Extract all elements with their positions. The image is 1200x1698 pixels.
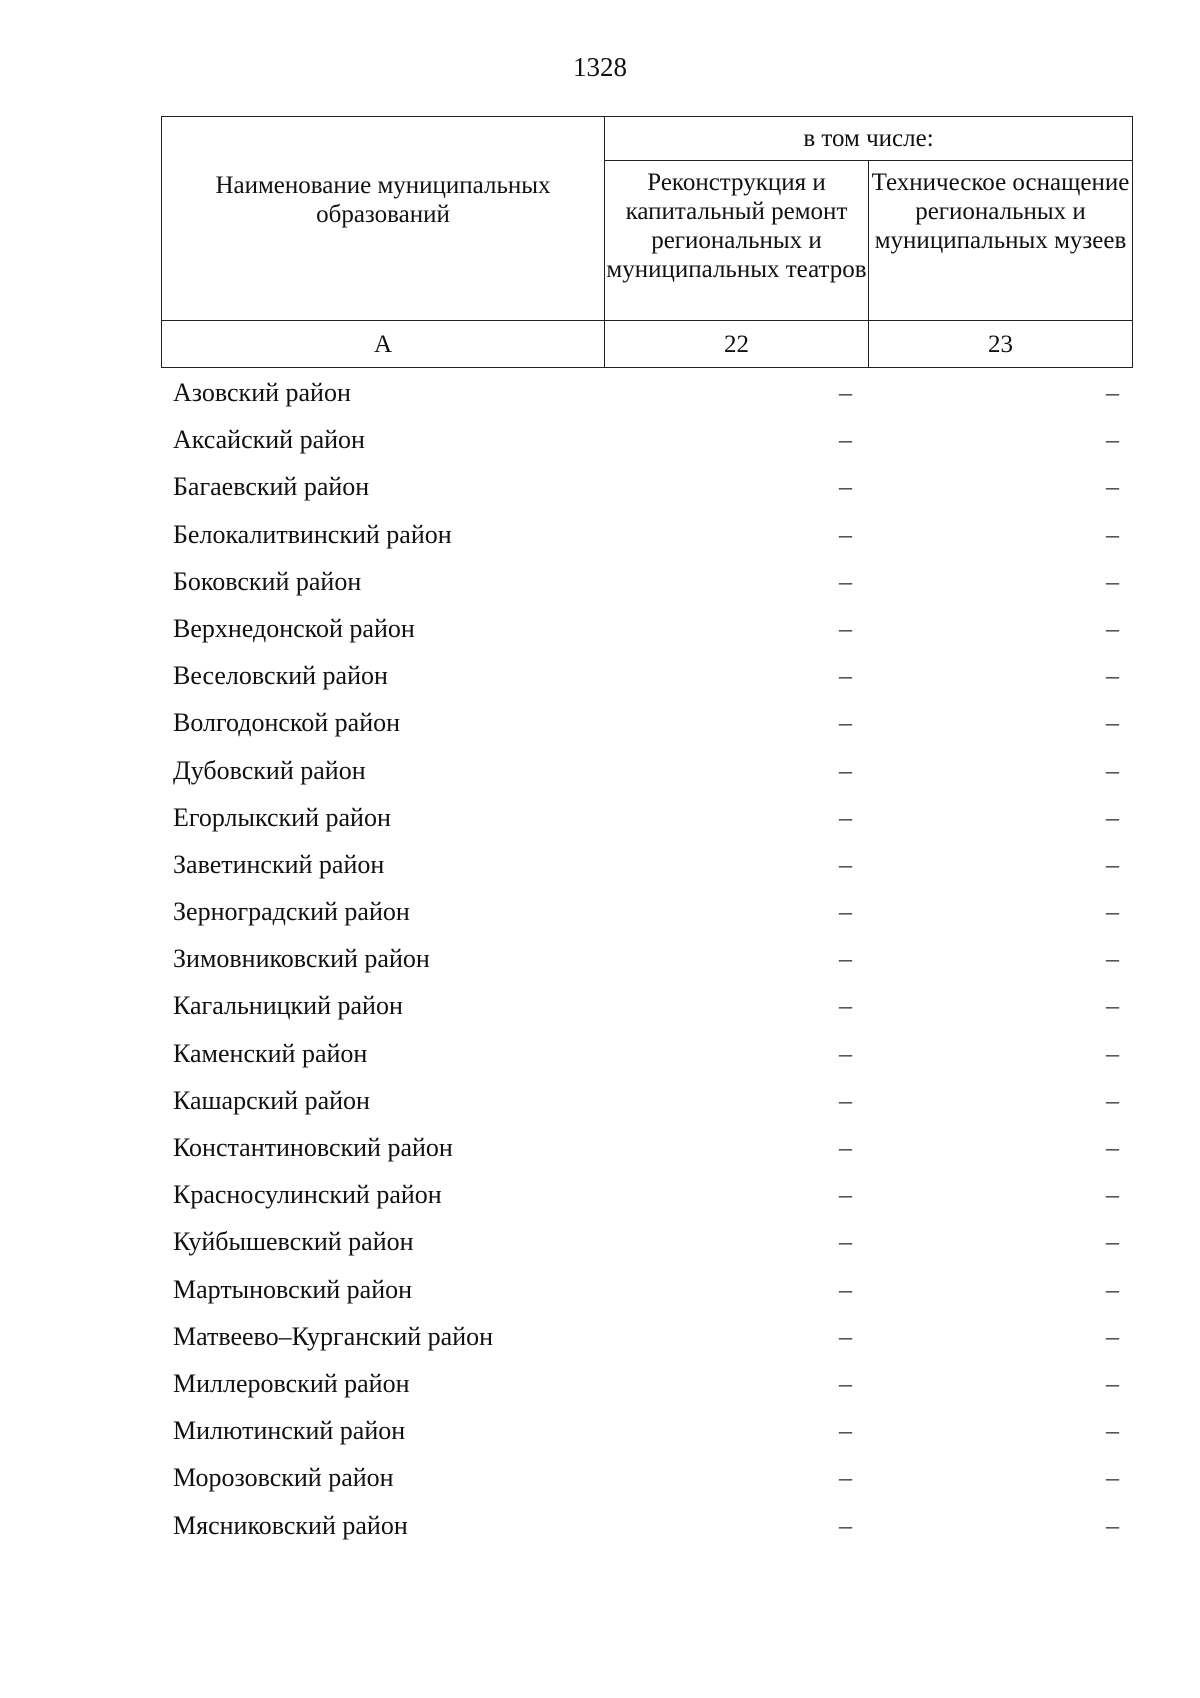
table-row (161, 1080, 1132, 1127)
row-value-22: – (839, 378, 852, 407)
row-value-22: – (839, 566, 852, 596)
row-municipality-name: Веселовский район (173, 661, 388, 691)
table-row (161, 1221, 1132, 1268)
row-municipality-name: Зимовниковский район (173, 944, 430, 974)
header-column-23: Техническое оснащение региональных и муниципальных музеев (869, 161, 1133, 321)
row-value-22: – (839, 1510, 852, 1540)
table-row (161, 561, 1132, 608)
row-municipality-name: Матвеево–Курганский район (173, 1321, 494, 1351)
header-column-22: Реконструкция и капитальный ремонт региональных и муниципальных театров (605, 161, 869, 321)
table-row (161, 514, 1132, 561)
row-value-22: – (839, 613, 852, 643)
table-body (161, 372, 1132, 1552)
row-value-23: – (1106, 1274, 1119, 1304)
row-value-23: – (1106, 991, 1119, 1021)
row-value-22: – (839, 519, 852, 549)
row-municipality-name: Верхнедонской район (173, 613, 415, 643)
row-municipality-name: Боковский район (173, 566, 362, 596)
header-name-column: Наименование муниципальных образований (162, 117, 605, 321)
row-value-23: – (1106, 1510, 1119, 1540)
row-municipality-name: Каменский район (173, 1038, 368, 1068)
table-row (161, 891, 1132, 938)
row-value-23: – (1106, 519, 1119, 549)
row-value-23: – (1106, 566, 1119, 596)
row-value-22: – (839, 1085, 852, 1115)
table-row (161, 1363, 1132, 1410)
table-row (161, 702, 1132, 749)
row-municipality-name: Егорлыкский район (173, 802, 391, 832)
table-row (161, 1127, 1132, 1174)
row-municipality-name: Багаевский район (173, 472, 370, 502)
row-value-22: – (839, 1463, 852, 1493)
row-municipality-name: Волгодонской район (173, 708, 401, 738)
row-value-22: – (839, 1038, 852, 1068)
table-row (161, 1316, 1132, 1363)
header-group-label: в том числе: (605, 117, 1133, 161)
table-row (161, 608, 1132, 655)
row-value-23: – (1106, 944, 1119, 974)
row-value-22: – (839, 1133, 852, 1162)
table-row (161, 1410, 1132, 1457)
row-municipality-name: Аксайский район (173, 425, 365, 455)
row-municipality-name: Азовский район (173, 378, 351, 407)
row-municipality-name: Константиновский район (173, 1133, 453, 1162)
row-value-22: – (839, 1274, 852, 1304)
row-value-22: – (839, 802, 852, 832)
row-value-23: – (1106, 1463, 1119, 1493)
row-municipality-name: Кагальницкий район (173, 991, 403, 1021)
table-row (161, 938, 1132, 985)
row-value-23: – (1106, 1085, 1119, 1115)
row-value-23: – (1106, 1227, 1119, 1257)
header-index-22: 22 (605, 321, 869, 368)
table-row (161, 372, 1132, 419)
header-index-name: А (162, 321, 605, 368)
row-value-22: – (839, 755, 852, 785)
row-value-23: – (1106, 613, 1119, 643)
row-value-22: – (839, 1368, 852, 1398)
page-number: 1328 (573, 52, 627, 82)
row-municipality-name: Милютинский район (173, 1416, 406, 1446)
table-header (161, 116, 1133, 368)
row-value-22: – (839, 1321, 852, 1351)
row-municipality-name: Белокалитвинский район (173, 519, 452, 549)
table-row (161, 1174, 1132, 1221)
row-municipality-name: Мартыновский район (173, 1274, 413, 1304)
row-value-22: – (839, 944, 852, 974)
row-value-22: – (839, 708, 852, 738)
table-row (161, 1033, 1132, 1080)
table-row (161, 1457, 1132, 1504)
table-row (161, 844, 1132, 891)
row-value-23: – (1106, 1368, 1119, 1398)
row-value-23: – (1106, 802, 1119, 832)
row-municipality-name: Куйбышевский район (173, 1227, 414, 1257)
row-municipality-name: Зерноградский район (173, 897, 410, 927)
row-value-22: – (839, 1180, 852, 1210)
table-row (161, 985, 1132, 1032)
row-value-23: – (1106, 472, 1119, 502)
row-municipality-name: Миллеровский район (173, 1368, 410, 1398)
row-value-23: – (1106, 849, 1119, 879)
row-municipality-name: Кашарский район (173, 1085, 370, 1115)
row-value-22: – (839, 897, 852, 927)
row-value-22: – (839, 991, 852, 1021)
row-municipality-name: Мясниковский район (173, 1510, 408, 1540)
row-value-23: – (1106, 378, 1119, 407)
row-value-22: – (839, 1416, 852, 1446)
table-row (161, 466, 1132, 513)
table-row (161, 419, 1132, 466)
row-value-23: – (1106, 708, 1119, 738)
row-value-23: – (1106, 1321, 1119, 1351)
row-municipality-name: Дубовский район (173, 755, 366, 785)
row-value-23: – (1106, 897, 1119, 927)
row-value-23: – (1106, 1038, 1119, 1068)
row-value-23: – (1106, 425, 1119, 455)
table-row (161, 1505, 1132, 1552)
table-row (161, 1269, 1132, 1316)
row-value-23: – (1106, 1180, 1119, 1210)
row-value-23: – (1106, 755, 1119, 785)
row-value-23: – (1106, 1133, 1119, 1162)
row-value-22: – (839, 849, 852, 879)
row-value-22: – (839, 472, 852, 502)
row-municipality-name: Морозовский район (173, 1463, 394, 1493)
row-value-23: – (1106, 661, 1119, 691)
row-value-23: – (1106, 1416, 1119, 1446)
table-row (161, 655, 1132, 702)
table-row (161, 797, 1132, 844)
header-index-23: 23 (869, 321, 1133, 368)
row-value-22: – (839, 425, 852, 455)
row-value-22: – (839, 661, 852, 691)
row-municipality-name: Заветинский район (173, 849, 385, 879)
row-value-22: – (839, 1227, 852, 1257)
table-row (161, 750, 1132, 797)
row-municipality-name: Красносулинский район (173, 1180, 442, 1210)
